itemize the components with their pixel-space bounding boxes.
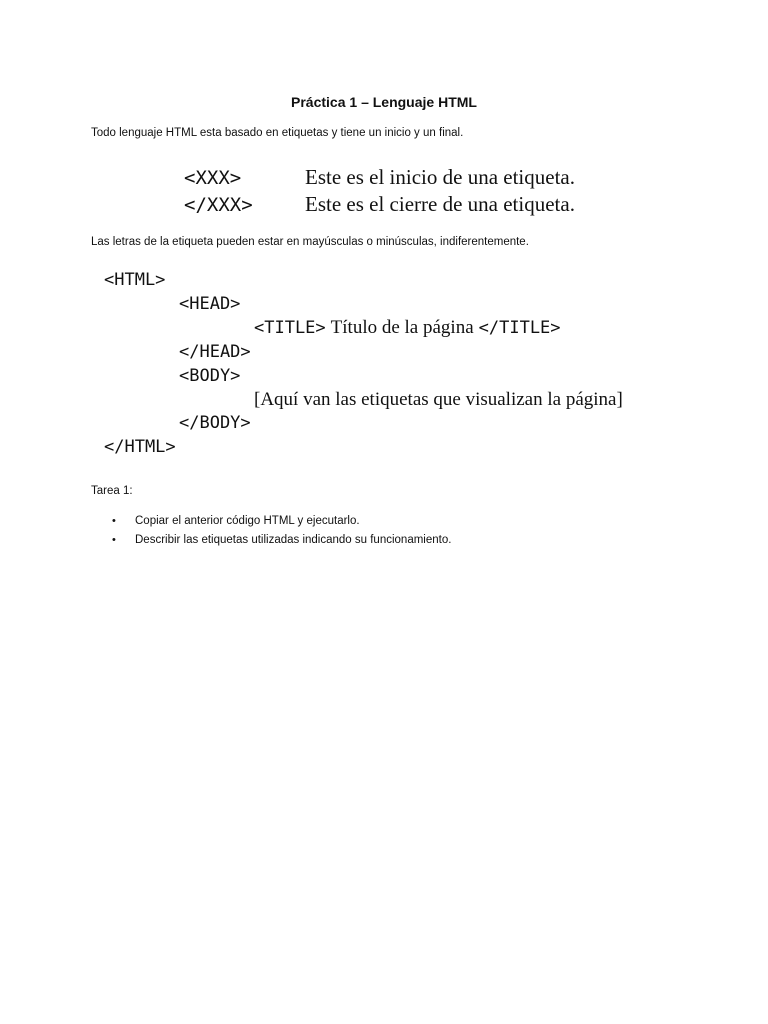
page-title: Práctica 1 – Lenguaje HTML (291, 94, 477, 110)
code-line-body-close (179, 411, 251, 436)
tag-example-close (184, 192, 575, 217)
body-content-text: [Aquí van las etiquetas que visualizan la página] (254, 389, 623, 410)
task-item-text: Copiar el anterior código HTML y ejecutarlo. (135, 515, 360, 527)
body-close-tag: </BODY> (179, 413, 251, 433)
list-item (112, 512, 451, 531)
task-item-text: Describir las etiquetas utilizadas indicando su funcionamiento. (135, 534, 452, 546)
html-close-tag: </HTML> (104, 437, 176, 457)
task-list (112, 512, 451, 550)
html-open-tag: <HTML> (104, 270, 166, 290)
tag-example-open-description: Este es el inicio de una etiqueta. (305, 165, 575, 189)
case-note-paragraph: Las letras de la etiqueta pueden estar en mayúsculas o minúsculas, indiferentemente. (91, 236, 529, 248)
body-open-tag: <BODY> (179, 366, 241, 386)
code-line-html-close (104, 435, 176, 460)
tag-example-open-tag: <XXX> (184, 167, 242, 189)
title-close-tag: </TITLE> (478, 318, 561, 338)
title-text: Título de la página (330, 317, 474, 338)
code-line-body-content (254, 388, 623, 413)
tag-example-open (184, 165, 575, 190)
list-item (112, 531, 451, 550)
code-line-head-close (179, 340, 251, 365)
code-line-head-open (179, 292, 240, 317)
intro-paragraph: Todo lenguaje HTML esta basado en etiquetas y tiene un inicio y un final. (91, 127, 464, 139)
code-line-html-open (104, 268, 165, 293)
head-close-tag: </HEAD> (179, 342, 251, 362)
tag-example-close-tag: </XXX> (184, 194, 253, 216)
title-open-tag: <TITLE> (254, 318, 326, 338)
bullet-icon: • (112, 534, 116, 546)
head-open-tag: <HEAD> (179, 294, 241, 314)
code-line-title (254, 316, 561, 341)
tag-example-close-description: Este es el cierre de una etiqueta. (305, 192, 575, 216)
bullet-icon: • (112, 515, 116, 527)
code-line-body-open (179, 364, 240, 389)
task-label: Tarea 1: (91, 485, 133, 497)
